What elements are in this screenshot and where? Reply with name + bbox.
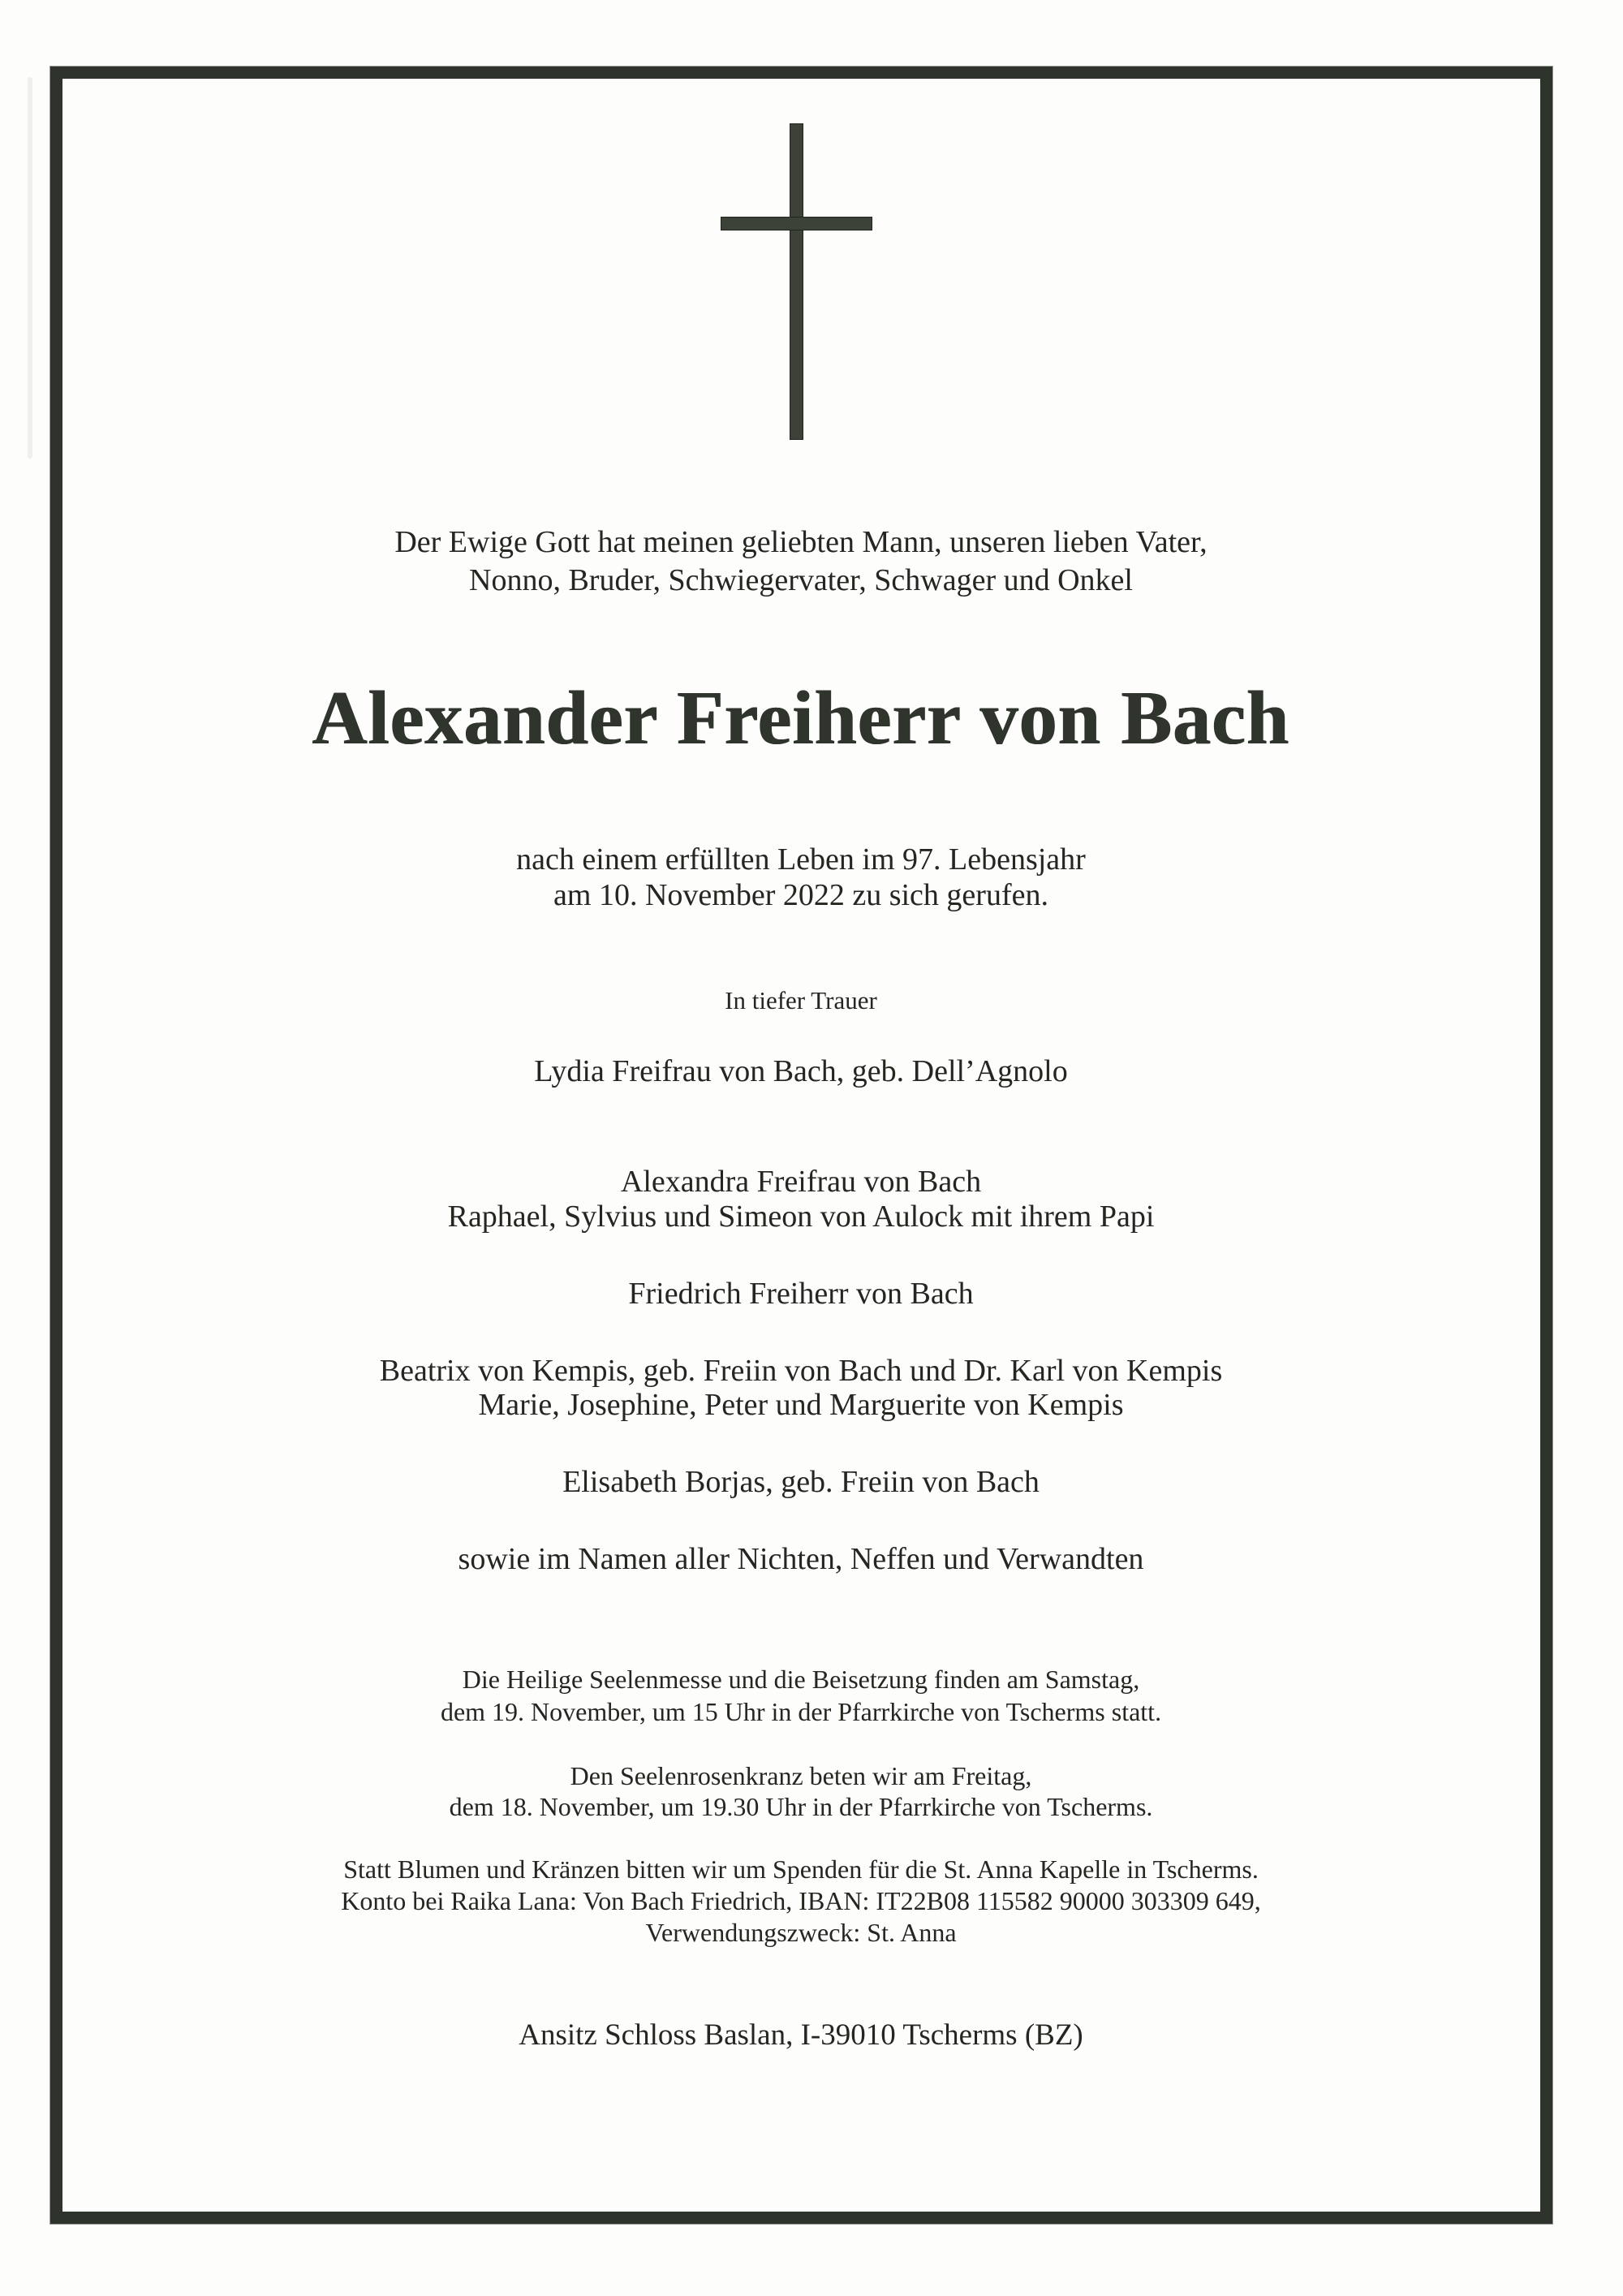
mourner-grandchildren2: Marie, Josephine, Peter und Marguerite von Kempis (478, 1388, 1124, 1422)
rosary-line-1: Den Seelenrosenkranz beten wir am Freitag, (570, 1761, 1032, 1790)
intro-line-2: Nonno, Bruder, Schwiegervater, Schwager und Onkel (469, 563, 1133, 597)
donation-line-2: Konto bei Raika Lana: Von Bach Friedrich, IBAN: IT22B08 115582 90000 303309 649, (341, 1886, 1261, 1915)
intro-text (62, 523, 1539, 600)
residence-address: Ansitz Schloss Baslan, I-39010 Tscherms (BZ) (519, 2018, 1083, 2052)
funeral-line-2: dem 19. November, um 15 Uhr in der Pfarrkirche von Tscherms statt. (440, 1697, 1162, 1726)
deceased-name-title: Alexander Freiherr von Bach (312, 676, 1290, 760)
mourner-widow: Lydia Freifrau von Bach, geb. Dell’Agnolo (534, 1054, 1068, 1088)
mourner-son: Friedrich Freiherr von Bach (628, 1277, 974, 1311)
mourner-daughter2: Beatrix von Kempis, geb. Freiin von Bach und Dr. Karl von Kempis (379, 1354, 1223, 1388)
rosary-line-2: dem 18. November, um 19.30 Uhr in der Pfarrkirche von Tscherms. (449, 1792, 1153, 1821)
mourner-daughter1: Alexandra Freifrau von Bach (620, 1165, 982, 1199)
mourner-grandchildren1: Raphael, Sylvius und Simeon von Aulock mit ihrem Papi (447, 1200, 1155, 1234)
funeral-service-text (62, 1663, 1539, 1728)
scan-artifact (28, 77, 32, 459)
mourners-closing-line: sowie im Namen aller Nichten, Neffen und Verwandten (458, 1542, 1144, 1576)
cross-horizontal-bar (721, 217, 872, 230)
donation-text (62, 1854, 1539, 1949)
mourner-family-group-2 (62, 1354, 1539, 1422)
donation-line-1: Statt Blumen und Kränzen bitten wir um Spenden für die St. Anna Kapelle in Tscherms. (343, 1854, 1259, 1884)
cross-vertical-bar (790, 123, 803, 440)
funeral-line-1: Die Heilige Seelenmesse und die Beisetzung finden am Samstag, (462, 1665, 1140, 1694)
mourner-family-group-1 (62, 1165, 1539, 1234)
rosary-text (62, 1760, 1539, 1822)
passing-line-2: am 10. November 2022 zu sich gerufen. (553, 878, 1048, 912)
mourner-daughter3: Elisabeth Borjas, geb. Freiin von Bach (562, 1465, 1040, 1499)
passing-line-1: nach einem erfüllten Leben im 97. Lebensjahr (516, 842, 1086, 877)
intro-line-1: Der Ewige Gott hat meinen geliebten Mann, unseren lieben Vater, (394, 525, 1208, 559)
donation-line-3: Verwendungszweck: St. Anna (645, 1918, 957, 1947)
passing-text (62, 842, 1539, 913)
mourning-heading: In tiefer Trauer (725, 986, 877, 1014)
